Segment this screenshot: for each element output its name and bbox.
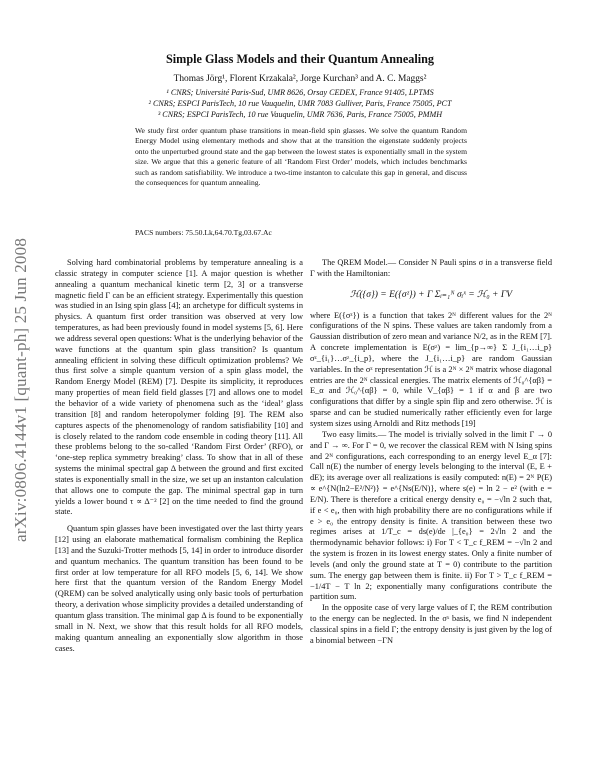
hamiltonian-equation: ℋ({σ}) = E({σᶻ}) + Γ Σᵢ₌₁ᴺ σᵢˣ = ℋ₀ + ΓV (349, 289, 513, 300)
author-list: Thomas Jörg¹, Florent Krzakala², Jorge Kurchan³ and A. C. Maggs² (173, 74, 427, 84)
intro-paragraph: Solving hard combinatorial problems by temperature annealing is a classic strategy in computer science [1]. A major question is whether annealing a quantum mechanical kinetic term [2, 3] or a transverse magnetic field Γ can be an efficient strategy. Experimentally this question was studied in an Ising spin glass [4]; an archetype for difficult systems in physics. A quantum first order transition was observed at very low temperatures, as had been previously found in model systems [5, 6]. Here we address several open questions: What is the underlying behavior of the wave functions at the quantum spin glass transition? Is quantum annealing efficient in solving these difficult optimization problems? We thus first solve a simple quantum version of a spin glass model, the Random Energy Model (REM) [7]. Despite its simplicity, it reproduces many properties of mean field field glasses [7] and allows one to model the behavior of a wide variety of phenomena such as the ‘ideal’ glass transition [8] and random heteropolymer folding [9]. The REM also captures aspects of the phenomenology of random satisfiability [10] and is closely related to the random code ensemble in coding theory [11]. All these problems belong to the so-called ‘Random First Order’ (RFO), or ‘one-step replica symmetry breaking’ class. To show that in all of these systems the minimal spectral gap Δ between the ground and first excited states is exponentially small in the size, we set up an instanton calculation that allows one to compute the gap. The minimal spectral gap in turn yields a lower bound τ ∝ Δ⁻² [2] on the time needed to find the ground state. (55, 258, 303, 517)
model-definition-paragraph: where E({σᶻ}) is a function that takes 2ᴺ different values for the 2ᴺ configurations of the N spins. These values are taken randomly from a Gaussian distribution of zero mean and variance N/2, as in the REM [7]. A concrete implementation is E(σᶻ) = lim_{p→∞} Σ J_{i₁…i_p} σᶻ_{i₁}…σᶻ_{i_p}, where the J_{i₁…i_p} are random Gaussian variables. In the σᶻ representation ℋ is a 2ᴺ × 2ᴺ matrix whose diagonal entries are the 2ᴺ classical energies. The matrix elements of ℋ₀^{αβ} = E_α and ℋ₀^{αβ} = 0, while V_{αβ} = 1 if α and β are two configurations that differ by a single spin flip and zero otherwise. ℋ is sparse and can be studied numerically rather efficiently even for large system sizes using Arnoldi and Ritz methods [19] (310, 310, 552, 428)
arxiv-identifier (6, 180, 36, 600)
affiliation-3: ³ CNRS; ESPCI ParisTech, 10 rue Vauquelin, UMR 7636, Paris, France 75005, PMMH (157, 110, 443, 119)
qrem-intro: The QREM Model.— Consider N Pauli spins σ in a transverse field Γ with the Hamiltonian: (310, 258, 552, 278)
background-paragraph: Quantum spin glasses have been investigated over the last thirty years [12] using an elaborate mathematical formalism combining the Replica [13] and the Suzuki-Trotter methods [5, 14] in order to introduce disorder and quantum mechanics. The quantum transition has been found to be first order at low temperature for all RFO models [5, 6, 14]. We show here first that the quantum version of the Random Energy Model (QREM) can be solved analytically using only basic tools of perturbation theory, a derivation whose simplicity provides a detailed understanding of quantum glass transition. The minimal gap Δ is found to be exponentially small in N. Next, we show that this result holds for all RFO models, making quantum annealing an exponentially slow algorithm in those cases. (55, 524, 303, 653)
affiliation-1: ¹ CNRS; Université Paris-Sud, UMR 8626, Orsay CEDEX, France 91405, LPTMS (166, 88, 434, 97)
right-column (310, 258, 552, 647)
paper-title: Simple Glass Models and their Quantum Annealing (166, 52, 434, 66)
large-field-paragraph: In the opposite case of very large values of Γ, the REM contribution to the energy can be neglected. In the σˣ basis, we find N independent classical spins in a field Γ; the entropy density is just given by the log of a binomial between −ΓN (310, 603, 552, 645)
left-column (55, 258, 303, 654)
easy-limits-paragraph: Two easy limits.— The model is trivially solved in the limit Γ → 0 and Γ → ∞. For Γ = 0, we recover the classical REM with N Ising spins and 2ᴺ configurations, each corresponding to an energy level E_α [7]: Call n(E) the number of energy levels belonging to the interval (E, E + dE); its average over all realizations is easily computed: n(E) = 2ᴺ P(E) ∝ e^{N(ln2−E²/N²)} = e^{Ns(E/N)}, where s(e) = ln 2 − e² (with e = E/N). There is therefore a critical energy density e₀ = −√ln 2 such that, if e < e₀, then with high probability there are no configurations while if e > e₀ the entropy density is finite. A transition between these two regimes arises at 1/T_c = ds(e)/de |_{e₀} = 2√ln 2 and the thermodynamic behavior follows: i) For T < T_c f_REM = −√ln 2 and the system is frozen in its lowest energy states. Only a finite number of levels (and only the ground state at T = 0) contribute to the partition sum. The energy gap between them is finite. ii) For T > T_c f_REM = −1/4T − T ln 2; exponentially many configurations contribute the partition sum. (310, 429, 552, 602)
affiliation-2: ² CNRS; ESPCI ParisTech, 10 rue Vauquelin, UMR 7083 Gulliver, Paris, France 75005, PCT (148, 99, 452, 108)
arxiv-identifier-text: arXiv:0806.4144v1 [quant-ph] 25 Jun 2008 (11, 237, 30, 543)
pacs-numbers: PACS numbers: 75.50.Lk,64.70.Tg,03.67.Ac (135, 228, 272, 237)
abstract: We study first order quantum phase transitions in mean-field spin glasses. We solve the quantum Random Energy Model using elementary methods and show that at the transition the eigenstate suddenly projects onto the unperturbed ground state and the gap between the lowest states is exponentially small in the system size. We argue that this a generic feature of all ‘Random First Order’ models, which includes benchmarks such as random satisfiability. We introduce a two-time instanton to calculate this gap in general, and discuss the consequences for quantum annealing. (135, 126, 467, 188)
